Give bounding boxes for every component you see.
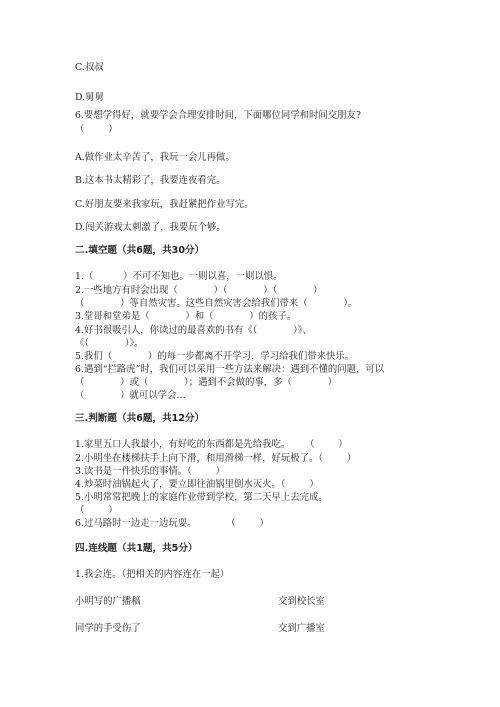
q6-option-c: C.好朋友要来我家玩，我赶紧把作业写完。 — [75, 199, 254, 210]
fill-line: （ ）就可以学会… — [75, 390, 186, 401]
section-3-title: 三.判断题（共6题，共12分） — [75, 413, 205, 424]
judge-line: 4.炒菜时油锅起火了，要立即往油锅里倒水灭火。（ ） — [75, 479, 319, 490]
judge-line: 5.小明常常把晚上的家庭作业带到学校，第二天早上去完成。 — [75, 492, 328, 503]
fill-line: （ ）等自然灾害。这些自然灾害会给我们带来（ ）。 — [75, 298, 358, 309]
match-left-item[interactable]: 同学的手受伤了 — [75, 623, 141, 634]
fill-line: 6.遇到“拦路虎”时，我们可以采用一些方法来解决：遇到不懂的问题，可以 — [75, 364, 385, 375]
fill-line: 2.一些地方有时会出现（ ）（ ）（ ） — [75, 285, 323, 296]
fill-line: 5.我们（ ）的每一步都离不开学习，学习给我们带来快乐。 — [75, 351, 355, 362]
section-2-title: 二.填空题（共6题，共30分） — [75, 245, 205, 256]
matching-instruction: 1.我会连。（把相关的内容连在一起） — [75, 569, 230, 580]
judge-line: 6.过马路时一边走一边玩耍。 （ ） — [75, 518, 269, 529]
q6-option-a: A.做作业太辛苦了，我玩一会儿再做。 — [75, 152, 235, 163]
q6-option-b: B.这本书太精彩了，我要连夜看完。 — [75, 175, 226, 186]
judge-line: 2.小明坐在楼梯扶手上向下滑，和用滑梯一样，好玩极了。（ ） — [75, 453, 357, 464]
fill-line: （ ）或（ ）；遇到不会做的事，多（ ） — [75, 377, 337, 388]
q6-stem: 6.要想学得好，就要学会合理安排时间，下面哪位同学和时间交朋友? — [75, 110, 361, 121]
q5-option-c: C.叔叔 — [75, 62, 104, 73]
fill-line: 《（ ）》。 — [75, 338, 144, 349]
fill-line: 1.（ ）不可不知也。一则以喜，一则以惧。 — [75, 271, 283, 282]
fill-line: 4.好书很吸引人，你读过的最喜欢的书有《（ ）》、 — [75, 325, 312, 336]
fill-line: 3.堂哥和堂弟是（ ）和（ ）的孩子。 — [75, 311, 297, 322]
section-4-title: 四.连线题（共1题，共5分） — [75, 543, 198, 554]
match-right-item[interactable]: 交到广播室 — [278, 623, 325, 634]
q6-option-d: D.闯关游戏太刺激了，我要玩个够。 — [75, 222, 226, 233]
judge-line: 3.读书是一件快乐的事情。（ ） — [75, 466, 225, 477]
judge-line: 1.家里五口人我最小，有好吃的东西都是先给我吃。 （ ） — [75, 439, 348, 450]
judge-line: （ ） — [75, 505, 118, 516]
match-right-item[interactable]: 交到校长室 — [278, 596, 325, 607]
q6-answer-paren: （ ） — [75, 124, 118, 135]
match-left-item[interactable]: 小明写的广播稿 — [75, 596, 141, 607]
q5-option-d: D.舅舅 — [75, 92, 104, 103]
